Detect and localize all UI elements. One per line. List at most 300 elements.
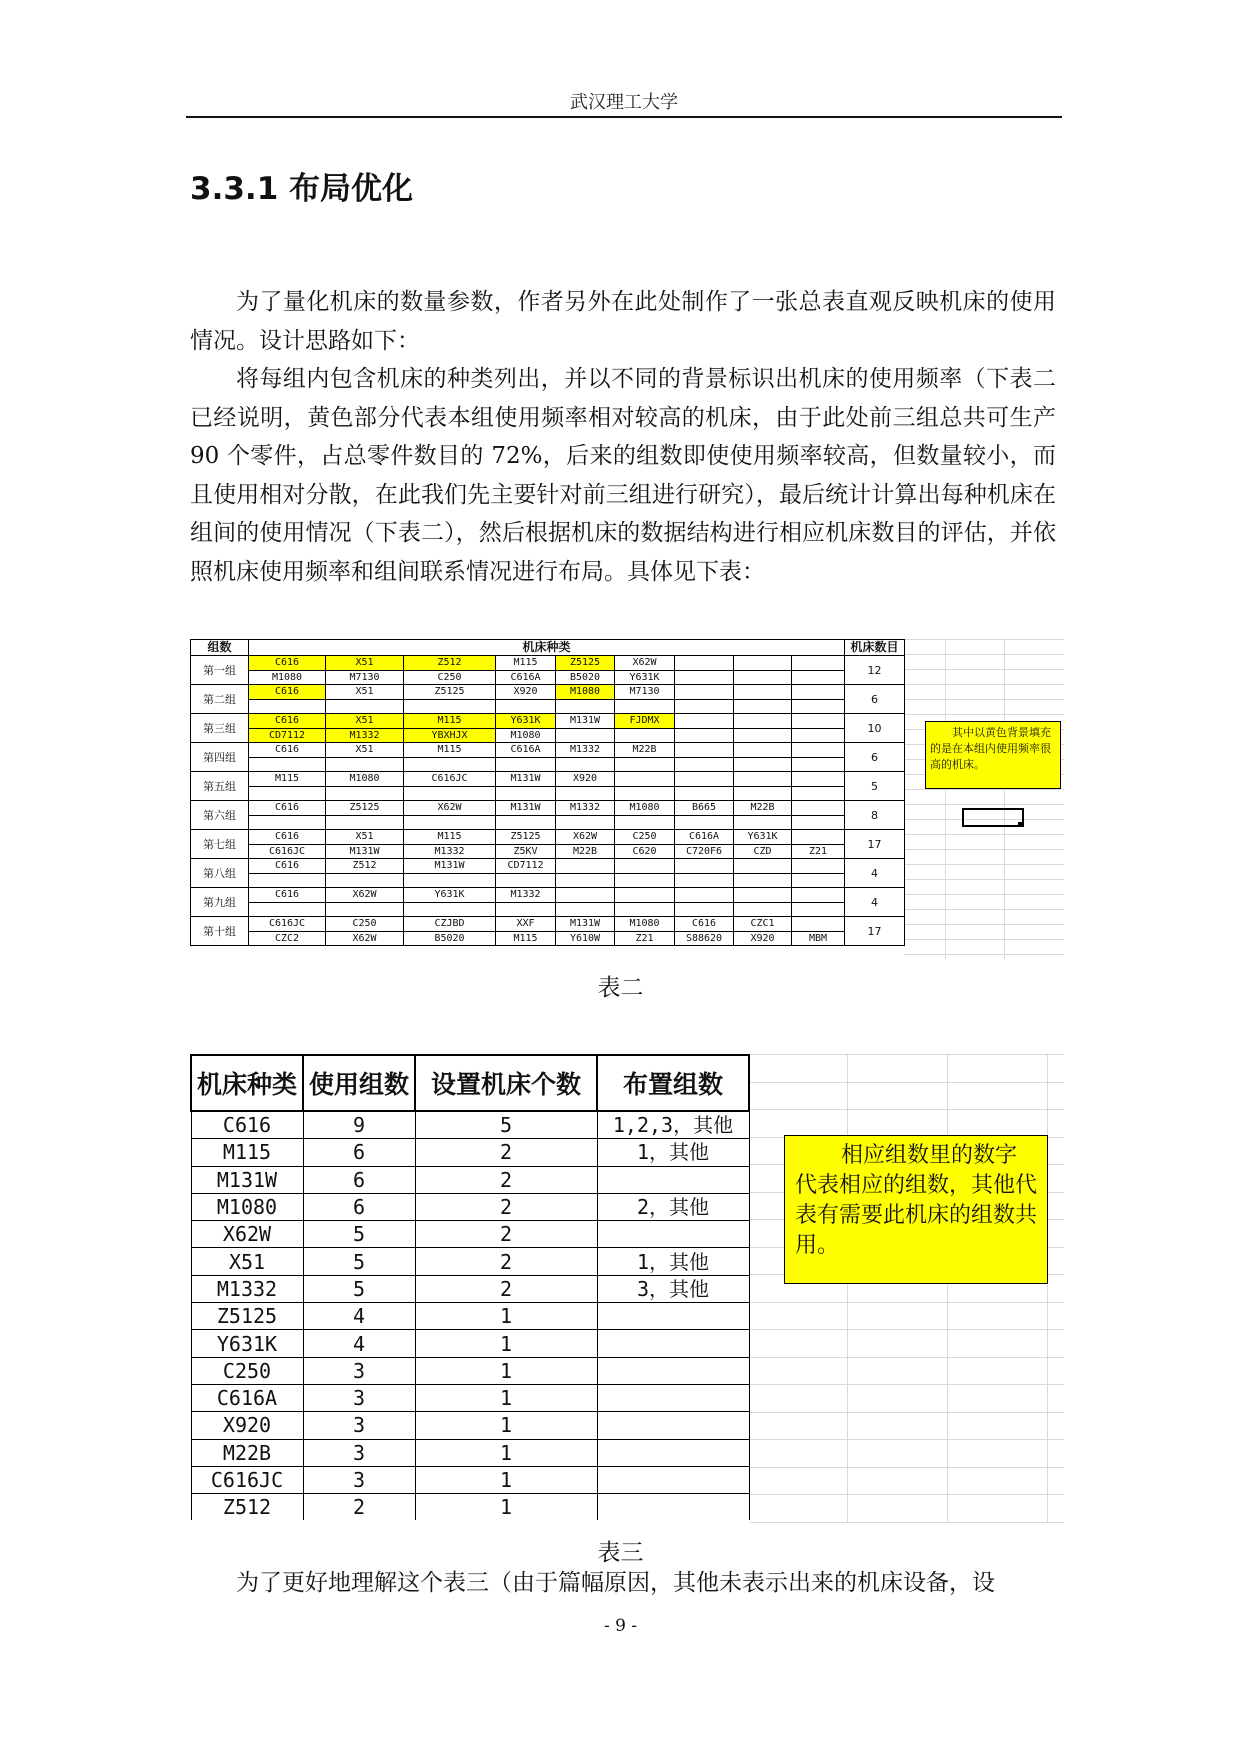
table2-cell (734, 888, 792, 903)
table3-row (191, 1193, 749, 1220)
sheet-gridline (904, 684, 1064, 685)
table3-note: 相应组数里的数字代表相应的组数，其他代表有需要此机床的组数共用。 (784, 1135, 1048, 1284)
table2-cell (675, 902, 734, 917)
sheet-gridline (904, 954, 1064, 955)
table2-cell (792, 801, 845, 816)
table3-header: 布置组数 (597, 1055, 749, 1111)
table2-cell: Z5KV (496, 844, 556, 859)
sheet-gridline (904, 669, 1064, 670)
table3-header: 使用组数 (303, 1055, 415, 1111)
sheet-gridline (750, 1522, 1064, 1523)
table2-group-name: 第一组 (191, 656, 249, 685)
table2-cell: X62W (326, 931, 404, 946)
table3-cell: 1 (415, 1330, 597, 1357)
sheet-gridline (750, 1329, 1064, 1330)
table2-cell: B5020 (404, 931, 496, 946)
table2-cell: C616 (249, 656, 326, 671)
table3-row (191, 1412, 749, 1439)
table2-cell: M1080 (615, 801, 675, 816)
table2-cell: M115 (249, 772, 326, 787)
sheet-gridline (750, 1302, 1064, 1303)
table2-cell: Y631K (734, 830, 792, 845)
table2-cell (792, 743, 845, 758)
table3-cell: 2，其他 (597, 1193, 749, 1220)
table2-cell (734, 786, 792, 801)
table3-cell: 2 (415, 1275, 597, 1302)
table3-cell: 1,2,3，其他 (597, 1111, 749, 1139)
table2-header-types: 机床种类 (249, 640, 845, 656)
table2-cell: M115 (496, 931, 556, 946)
table3-cell: 5 (415, 1111, 597, 1139)
table2-cell: Y631K (496, 714, 556, 729)
table3-cell: M1080 (191, 1193, 303, 1220)
table2-group-count: 17 (845, 830, 905, 859)
table2-group-name: 第二组 (191, 685, 249, 714)
page-number: - 9 - (603, 1616, 638, 1636)
table3-cell: Z5125 (191, 1303, 303, 1330)
table3-row (191, 1139, 749, 1166)
table2-cell (792, 772, 845, 787)
table2-cell: Z5125 (496, 830, 556, 845)
table2-cell: C616 (249, 801, 326, 816)
table2-cell: Y631K (615, 670, 675, 685)
table2-cell (404, 902, 496, 917)
table2-cell (249, 786, 326, 801)
sheet-gridline (750, 1467, 1064, 1468)
table2-cell (404, 786, 496, 801)
sheet-gridline (847, 1054, 848, 1522)
table2-row (191, 815, 905, 830)
table2-row (191, 685, 905, 700)
table2-cell (326, 902, 404, 917)
table2-cell (615, 902, 675, 917)
table2-cell (615, 699, 675, 714)
table2-cell (734, 815, 792, 830)
table2-cell: FJDMX (615, 714, 675, 729)
sheet-gridline (904, 879, 1064, 880)
sheet-gridline (750, 1384, 1064, 1385)
table2-cell (792, 917, 845, 932)
table2-cell (792, 888, 845, 903)
table2-cell: M7130 (615, 685, 675, 700)
header-rule (186, 116, 1062, 118)
table2-cell (675, 743, 734, 758)
table2-cell: M115 (404, 714, 496, 729)
table3-row (191, 1466, 749, 1493)
table2-row (191, 743, 905, 758)
table3-cell: C250 (191, 1357, 303, 1384)
table2-row (191, 656, 905, 671)
sheet-gridline (904, 714, 1064, 715)
table3-cell (597, 1166, 749, 1193)
table2-cell: S88620 (675, 931, 734, 946)
table2-cell: M1080 (326, 772, 404, 787)
table2-cell (404, 815, 496, 830)
paragraph-design: 将每组内包含机床的种类列出，并以不同的背景标识出机床的使用频率（下表二已经说明，黄色部分代表本组使用频率相对较高的机床，由于此处前三组总共可生产 90 个零件，占总零件数目的 72%，后来的组数即使使用频率较高，但数量较小，而且使用相对分散，在此我们先主要针对前三组进行研究），最后统计计算出每种机床在组间的使用情况（下表二），然后根据机床的数据结构进行相应机床数目的评估，并依照机床使用频率和组间联系情况进行布局。具体见下表： (190, 366, 1056, 585)
table3-cell: Z512 (191, 1494, 303, 1521)
table2-cell: X51 (326, 685, 404, 700)
sheet-gridline (904, 909, 1064, 910)
table2-cell (675, 888, 734, 903)
table3-cell: M115 (191, 1139, 303, 1166)
table2-row (191, 757, 905, 772)
table2-cell: C616JC (249, 844, 326, 859)
table2-cell: M22B (615, 743, 675, 758)
table3-cell: 2 (415, 1221, 597, 1248)
sheet-gridline (750, 1357, 1064, 1358)
table2-cell (792, 859, 845, 874)
table2-cell: M1080 (249, 670, 326, 685)
table2-cell: C250 (615, 830, 675, 845)
table2-cell (404, 873, 496, 888)
table2-group-count: 4 (845, 859, 905, 888)
table2-cell: CD7112 (496, 859, 556, 874)
table2-group-name: 第九组 (191, 888, 249, 917)
table3-cell: M22B (191, 1439, 303, 1466)
table3-cell (597, 1466, 749, 1493)
table2-cell (556, 699, 615, 714)
table2-cell: C616 (249, 830, 326, 845)
table2-cell (734, 670, 792, 685)
table2-cell (792, 873, 845, 888)
table2-cell: Y631K (404, 888, 496, 903)
table2-cell (792, 902, 845, 917)
table3-row (191, 1303, 749, 1330)
table2-cell (496, 757, 556, 772)
table2-cell: M1332 (404, 844, 496, 859)
table2-cell: M131W (496, 772, 556, 787)
table3-cell: 6 (303, 1166, 415, 1193)
page-header: 武汉理工大学 (570, 92, 678, 113)
table2-cell (556, 873, 615, 888)
table2-caption: 表二 (597, 975, 644, 1001)
table2-cell (556, 815, 615, 830)
table2-cell (675, 786, 734, 801)
table2-cell (496, 902, 556, 917)
table2-cell (556, 757, 615, 772)
table2-cell: X920 (496, 685, 556, 700)
table2-cell: C620 (615, 844, 675, 859)
table2-cell: C250 (404, 670, 496, 685)
table2-cell: Z5125 (404, 685, 496, 700)
table2-cell: M1080 (496, 728, 556, 743)
table2-cell (734, 656, 792, 671)
table2-cell (734, 728, 792, 743)
table2-cell: C616 (675, 917, 734, 932)
table2-cell: C616JC (249, 917, 326, 932)
selected-cell[interactable] (962, 808, 1024, 827)
table2-group-name: 第八组 (191, 859, 249, 888)
table2-cell (675, 815, 734, 830)
table2-row (191, 728, 905, 743)
sheet-gridline (945, 639, 946, 959)
table2-cell (675, 670, 734, 685)
table3-cell: 1 (415, 1303, 597, 1330)
table2-header-group: 组数 (191, 640, 249, 656)
table2-cell: C616 (249, 859, 326, 874)
table2-cell: Z21 (615, 931, 675, 946)
table2-cell: CD7112 (249, 728, 326, 743)
table2-cell (675, 699, 734, 714)
table3-cell: M1332 (191, 1275, 303, 1302)
table2-group-count: 12 (845, 656, 905, 685)
table2-cell (792, 656, 845, 671)
table2-cell (249, 815, 326, 830)
table2-cell: X920 (556, 772, 615, 787)
sheet-gridline (904, 804, 1064, 805)
table2-cell: CZC1 (734, 917, 792, 932)
table2-cell (249, 902, 326, 917)
table2-cell: CZC2 (249, 931, 326, 946)
table2-row (191, 714, 905, 729)
table2-cell: C616 (249, 714, 326, 729)
table2-cell: C616A (496, 670, 556, 685)
table3-cell (597, 1412, 749, 1439)
table2-group-count: 6 (845, 743, 905, 772)
table2-cell (734, 685, 792, 700)
table2-cell (556, 728, 615, 743)
sheet-gridline (904, 654, 1064, 655)
table2-row (191, 931, 905, 946)
table3-cell (597, 1330, 749, 1357)
table2-row (191, 859, 905, 874)
sheet-gridline (904, 699, 1064, 700)
table2-cell (556, 902, 615, 917)
sheet-gridline (947, 1054, 948, 1522)
table2-cell (675, 714, 734, 729)
table3-cell: 6 (303, 1139, 415, 1166)
table2-cell (792, 728, 845, 743)
table2-cell (792, 670, 845, 685)
table3-header: 设置机床个数 (415, 1055, 597, 1111)
sheet-gridline (750, 1054, 1064, 1055)
table2-cell (496, 699, 556, 714)
table2-cell (615, 859, 675, 874)
table2-cell (675, 685, 734, 700)
table2-cell: X62W (556, 830, 615, 845)
table2-cell: X51 (326, 656, 404, 671)
table3-cell: 1 (415, 1494, 597, 1521)
table3-cell: 3 (303, 1384, 415, 1411)
sheet-gridline (904, 849, 1064, 850)
table3-row (191, 1248, 749, 1275)
table2-cell (404, 699, 496, 714)
table2-row (191, 902, 905, 917)
table3-cell (597, 1384, 749, 1411)
table2-cell: M1080 (556, 685, 615, 700)
fill-handle[interactable] (1018, 822, 1023, 827)
table3-cell: 1 (415, 1357, 597, 1384)
table2-header-count: 机床数目 (845, 640, 905, 656)
table2-cell: X920 (734, 931, 792, 946)
table2-cell: M1332 (556, 743, 615, 758)
table2-cell (556, 786, 615, 801)
sheet-gridline (750, 1082, 1064, 1083)
table2-cell (326, 699, 404, 714)
table3-cell (597, 1221, 749, 1248)
table3-cell: 4 (303, 1330, 415, 1357)
table3-header: 机床种类 (191, 1055, 303, 1111)
sheet-gridline (904, 939, 1064, 940)
table2-cell: M22B (734, 801, 792, 816)
table2-group-name: 第十组 (191, 917, 249, 946)
table2-cell: YBXHJX (404, 728, 496, 743)
table2-group-name: 第六组 (191, 801, 249, 830)
sheet-gridline (904, 639, 1064, 640)
paragraph-intro: 为了量化机床的数量参数，作者另外在此处制作了一张总表直观反映机床的使用情况。设计思路如下： (190, 289, 1056, 354)
table3-cell: 2 (415, 1139, 597, 1166)
table2-cell: C616JC (404, 772, 496, 787)
table3-cell: 4 (303, 1303, 415, 1330)
table2-group-count: 17 (845, 917, 905, 946)
table2-cell (734, 714, 792, 729)
table2-cell: XXF (496, 917, 556, 932)
table2-cell: M115 (404, 830, 496, 845)
table2-cell: M22B (556, 844, 615, 859)
table3-cell (597, 1357, 749, 1384)
table2-cell (615, 772, 675, 787)
table2-cell: M115 (404, 743, 496, 758)
table2-cell (615, 815, 675, 830)
table2-cell: C616 (249, 743, 326, 758)
sheet-gridline (750, 1109, 1064, 1110)
table2-cell (556, 859, 615, 874)
table2-row (191, 786, 905, 801)
table3 (190, 1054, 750, 1520)
table3-row (191, 1357, 749, 1384)
table3-cell: C616 (191, 1111, 303, 1139)
table3-cell: M131W (191, 1166, 303, 1193)
table3-row (191, 1166, 749, 1193)
table2-group-count: 4 (845, 888, 905, 917)
table2-row (191, 830, 905, 845)
table2-sheet (190, 639, 1064, 959)
table2-cell: X51 (326, 714, 404, 729)
sheet-gridline (904, 834, 1064, 835)
table2-cell: X51 (326, 743, 404, 758)
table3-cell: 6 (303, 1193, 415, 1220)
table2-cell (615, 728, 675, 743)
table3-cell: 2 (303, 1494, 415, 1521)
table3-row (191, 1439, 749, 1466)
table2-row (191, 801, 905, 816)
table2-cell: M131W (404, 859, 496, 874)
table2-cell (404, 757, 496, 772)
table2-cell (734, 743, 792, 758)
table2-cell (249, 757, 326, 772)
table3-cell: 3，其他 (597, 1275, 749, 1302)
table2-cell: M115 (496, 656, 556, 671)
table2-cell (734, 757, 792, 772)
table3-cell: 9 (303, 1111, 415, 1139)
table3-cell (597, 1494, 749, 1521)
table3-cell: C616A (191, 1384, 303, 1411)
table2-cell: M1080 (615, 917, 675, 932)
table2-group-count: 6 (845, 685, 905, 714)
table2-cell: Z512 (326, 859, 404, 874)
table2-cell: C616 (249, 685, 326, 700)
table2-cell: M7130 (326, 670, 404, 685)
table2-group-name: 第五组 (191, 772, 249, 801)
table2-cell: M1332 (326, 728, 404, 743)
table2-note: 其中以黄色背景填充的是在本组内使用频率很高的机床。 (925, 721, 1061, 789)
table2-cell: Z21 (792, 844, 845, 859)
table2-cell (675, 757, 734, 772)
sheet-gridline (904, 924, 1064, 925)
sheet-gridline (904, 864, 1064, 865)
table2-cell (792, 830, 845, 845)
table2-cell (615, 757, 675, 772)
table2-cell: C616A (675, 830, 734, 845)
table2-cell: M131W (496, 801, 556, 816)
sheet-gridline (750, 1439, 1064, 1440)
paragraph-continued: 为了更好地理解这个表三（由于篇幅原因，其他未表示出来的机床设备，设 (236, 1570, 995, 1596)
table2-group-name: 第七组 (191, 830, 249, 859)
table2-cell (249, 699, 326, 714)
table2-cell: CZJBD (404, 917, 496, 932)
table2-cell: X51 (326, 830, 404, 845)
table2-cell: M1332 (496, 888, 556, 903)
table2-group-count: 5 (845, 772, 905, 801)
table2-cell: B665 (675, 801, 734, 816)
section-title: 3.3.1 布局优化 (190, 171, 414, 207)
table2-cell: Z512 (404, 656, 496, 671)
table3-cell: 1 (415, 1412, 597, 1439)
table3-caption: 表三 (597, 1540, 644, 1566)
table2-cell: B5020 (556, 670, 615, 685)
table2-cell (734, 772, 792, 787)
table2-group-name: 第四组 (191, 743, 249, 772)
table2-cell: M131W (556, 714, 615, 729)
table2-cell: CZD (734, 844, 792, 859)
table2-cell: Y610W (556, 931, 615, 946)
table2-row (191, 670, 905, 685)
table2-cell: M131W (556, 917, 615, 932)
table2-cell (792, 714, 845, 729)
table2-cell: M1332 (556, 801, 615, 816)
table2-cell: X62W (404, 801, 496, 816)
table2-cell (675, 859, 734, 874)
table3-cell: 3 (303, 1357, 415, 1384)
table3-cell: X62W (191, 1221, 303, 1248)
table2-cell: C720F6 (675, 844, 734, 859)
table3-cell: 2 (415, 1166, 597, 1193)
table2 (190, 639, 905, 946)
table3-cell: 1，其他 (597, 1139, 749, 1166)
table2-cell (792, 757, 845, 772)
table2-cell (675, 656, 734, 671)
sheet-gridline (1004, 639, 1005, 959)
table3-cell (597, 1303, 749, 1330)
table2-cell (792, 815, 845, 830)
table3-row (191, 1330, 749, 1357)
table3-row (191, 1494, 749, 1521)
sheet-gridline (750, 1412, 1064, 1413)
table3-cell: 1 (415, 1384, 597, 1411)
table3-cell: 3 (303, 1466, 415, 1493)
table3-cell: 3 (303, 1412, 415, 1439)
table2-cell: C616A (496, 743, 556, 758)
table3-cell: 1 (415, 1439, 597, 1466)
table2-group-count: 10 (845, 714, 905, 743)
table2-cell: X62W (615, 656, 675, 671)
sheet-gridline (904, 789, 1064, 790)
table2-cell (734, 859, 792, 874)
table2-row (191, 917, 905, 932)
table2-row (191, 888, 905, 903)
table2-cell: Z5125 (326, 801, 404, 816)
table3-cell: 1，其他 (597, 1248, 749, 1275)
